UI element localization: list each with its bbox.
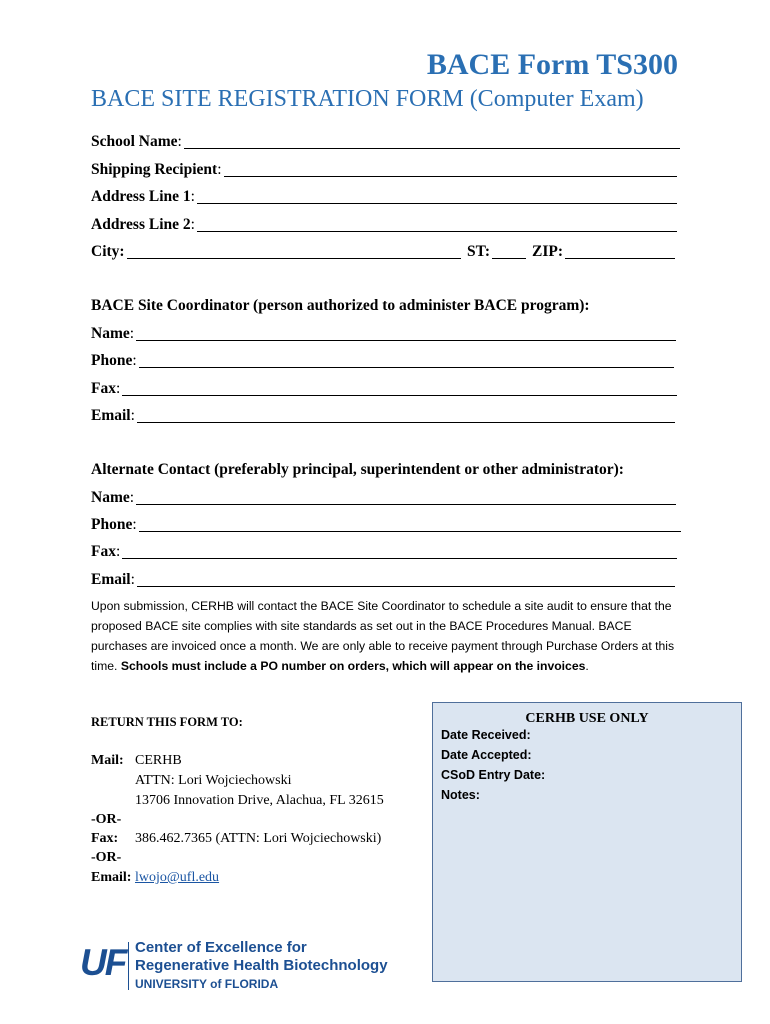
state-label: ST: (467, 243, 490, 260)
email-link[interactable]: lwojo@ufl.edu (135, 870, 220, 885)
csod-entry-date-label: CSoD Entry Date: (441, 768, 546, 782)
alternate-name-field[interactable]: Name : (91, 489, 676, 507)
mail-line2: ATTN: Lori Wojciechowski (135, 773, 292, 788)
shipping-recipient-field[interactable]: Shipping Recipient : (91, 161, 677, 179)
school-name-label: School Name (91, 133, 178, 150)
address2-label: Address Line 2 (91, 216, 191, 233)
submission-notice (91, 596, 691, 676)
notice-text: Upon submission, CERHB will contact the BACE Site Coordinator to schedule a site audit to ensure that the proposed BACE site complies with site standards as set out in the BACE Procedures Manual. BACE purchases are invoiced once a month. We are only able to receive payment through Purchase Orders at this time. (91, 599, 675, 673)
alternate-email-label: Email (91, 571, 131, 588)
zip-line[interactable] (565, 258, 675, 259)
form-title: BACE Form TS300 (426, 48, 678, 81)
alternate-phone-field[interactable]: Phone : (91, 516, 681, 534)
form-subtitle: BACE SITE REGISTRATION FORM (Computer Exam) (91, 86, 644, 112)
coordinator-name-field[interactable]: Name : (91, 325, 676, 343)
school-name-field[interactable]: School Name : (91, 133, 680, 151)
office-use-title: CERHB USE ONLY (525, 711, 649, 726)
fax-key: Fax: (91, 831, 119, 846)
or-separator-2: -OR- (91, 850, 122, 865)
notes-label: Notes: (441, 788, 480, 802)
city-label: City: (91, 243, 125, 260)
alternate-phone-line[interactable] (139, 531, 681, 532)
coordinator-fax-field[interactable]: Fax : (91, 380, 677, 398)
email-row (91, 870, 219, 886)
alternate-fax-field[interactable]: Fax : (91, 543, 677, 561)
fax-row (91, 831, 381, 847)
alternate-fax-line[interactable] (122, 558, 677, 559)
coordinator-email-field[interactable]: Email : (91, 407, 675, 425)
uf-cerhb-logo (80, 938, 388, 998)
city-line[interactable] (127, 258, 461, 259)
mail-key: Mail: (91, 753, 124, 768)
logo-line2: Regenerative Health Biotechnology (135, 957, 388, 974)
coordinator-phone-line[interactable] (139, 367, 674, 368)
fax-value: 386.462.7365 (ATTN: Lori Wojciechowski) (135, 831, 382, 846)
coordinator-name-label: Name (91, 325, 130, 342)
state-line[interactable] (492, 258, 526, 259)
notice-bold-text: Schools must include a PO number on orders, which will appear on the invoices (120, 659, 586, 673)
alternate-name-line[interactable] (136, 504, 676, 505)
alternate-phone-label: Phone (91, 516, 133, 533)
coordinator-phone-label: Phone (91, 352, 133, 369)
coordinator-heading: BACE Site Coordinator (person authorized to administer BACE program): (91, 297, 590, 314)
office-use-box (432, 702, 742, 982)
or-separator-1: -OR- (91, 812, 122, 827)
coordinator-name-line[interactable] (136, 340, 676, 341)
logo-divider (128, 942, 129, 990)
shipping-recipient-line[interactable] (224, 176, 678, 177)
coordinator-email-line[interactable] (137, 422, 675, 423)
zip-label: ZIP: (532, 243, 563, 260)
coordinator-fax-line[interactable] (122, 395, 677, 396)
mail-row (91, 753, 182, 769)
address1-field[interactable]: Address Line 1 : (91, 188, 677, 206)
uf-mark: UF (80, 942, 126, 983)
coordinator-email-label: Email (91, 407, 131, 424)
city-state-zip-field[interactable] (91, 243, 675, 261)
address2-line[interactable] (197, 231, 677, 232)
alternate-heading: Alternate Contact (preferably principal, superintendent or other administrator): (91, 461, 624, 478)
alternate-email-field[interactable]: Email : (91, 571, 675, 589)
return-form-label: RETURN THIS FORM TO: (91, 715, 243, 729)
address1-line[interactable] (197, 203, 677, 204)
alternate-fax-label: Fax (91, 543, 116, 560)
shipping-recipient-label: Shipping Recipient (91, 161, 218, 178)
logo-line3: UNIVERSITY of FLORIDA (135, 977, 279, 991)
address1-label: Address Line 1 (91, 188, 191, 205)
logo-line1: Center of Excellence for (135, 939, 307, 956)
date-accepted-label: Date Accepted: (441, 748, 532, 762)
coordinator-phone-field[interactable]: Phone : (91, 352, 674, 370)
email-key: Email: (91, 870, 132, 885)
notice-end: . (585, 659, 589, 673)
address2-field[interactable]: Address Line 2 : (91, 216, 677, 234)
coordinator-fax-label: Fax (91, 380, 116, 397)
alternate-email-line[interactable] (137, 586, 675, 587)
alternate-name-label: Name (91, 489, 130, 506)
mail-line1: CERHB (135, 753, 182, 768)
school-name-line[interactable] (184, 148, 680, 149)
date-received-label: Date Received: (441, 728, 531, 742)
mail-line3: 13706 Innovation Drive, Alachua, FL 32615 (135, 793, 384, 808)
